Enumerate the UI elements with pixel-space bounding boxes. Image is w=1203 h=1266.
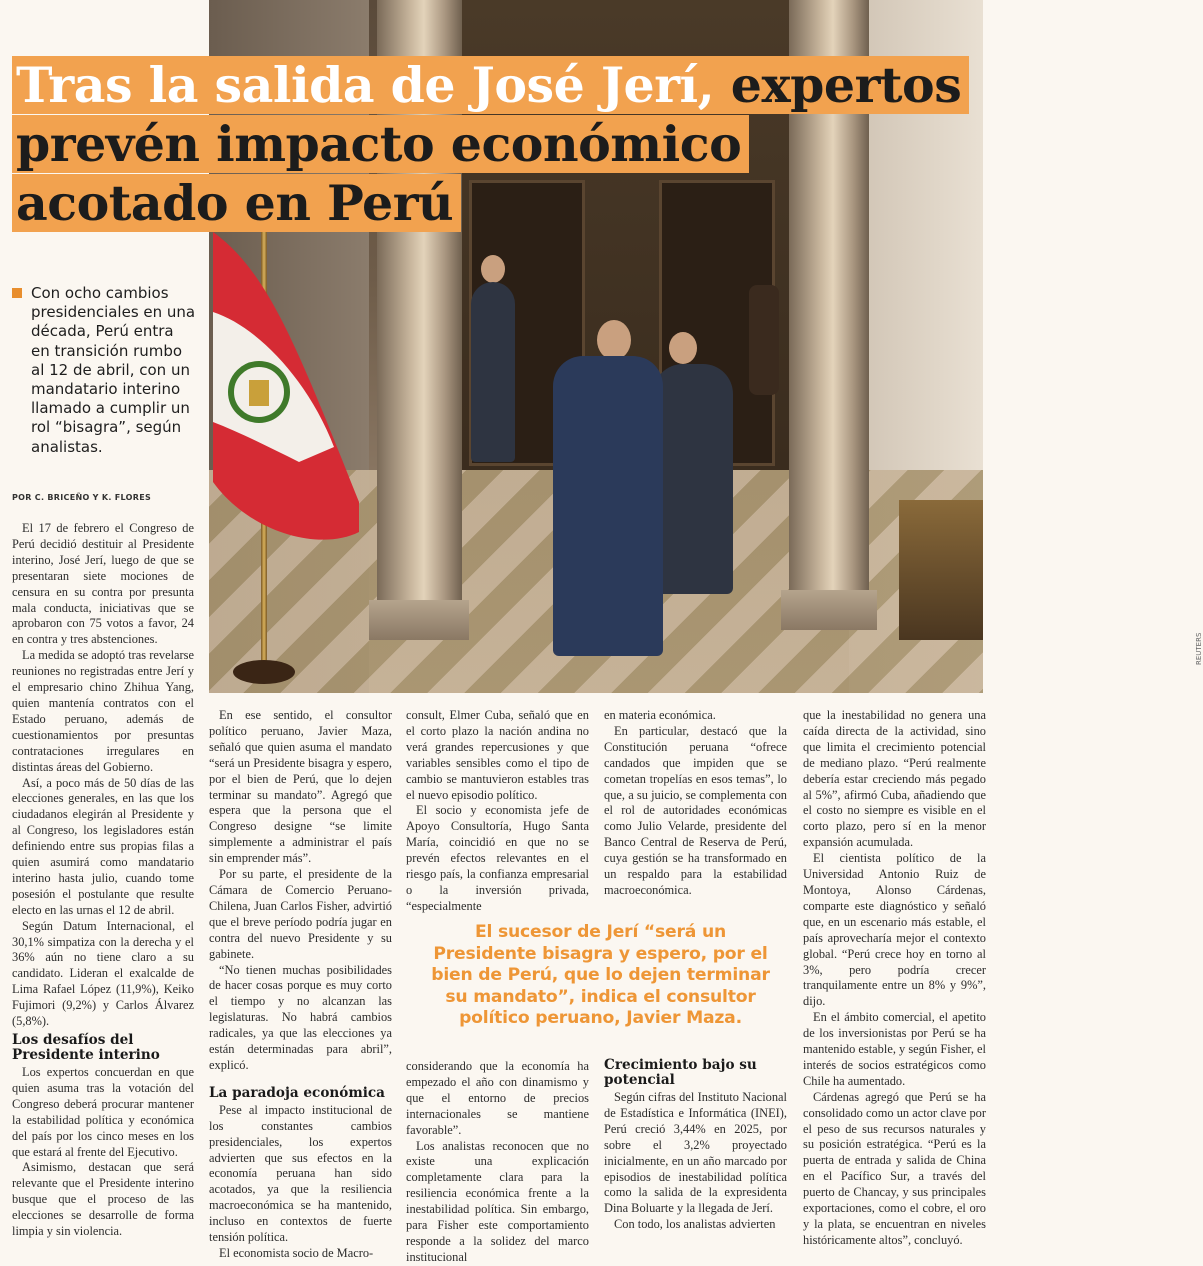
- headline-highlight: Tras la salida de José Jerí,: [16, 56, 715, 114]
- subheading-desafios: Los desafíos del Presidente interino: [12, 1032, 160, 1063]
- paragraph: El cientista político de la Universidad Antonio Ruiz de Montoya, Alonso Cárdenas, comparte este diagnóstico y señaló que, en un escenario más estable, el país aprovecharía mejor el contexto global. “Perú crece hoy en torno al 3%, pero podría crecer tranquilamente entre un 8% y 9%”, dijo.: [803, 851, 986, 1009]
- headline-line3-text: acotado en Perú: [12, 174, 461, 232]
- paragraph: El economista socio de Macro-: [219, 1246, 374, 1260]
- headline-line-1: [12, 56, 969, 114]
- body-column-3-bottom: [406, 1059, 589, 1266]
- square-bullet-icon: [12, 288, 22, 298]
- body-column-3-top: [406, 708, 589, 915]
- paragraph: Así, a poco más de 50 días de las elecciones generales, en las que los ciudadanos elegirán al Presidente y al Congreso, los legisladores están definiendo entre sus propias filas a quien asumirá como mandatario interino hasta julio, cuando tome posesión el postulante que resulte electo en las urnas el 12 de abril.: [12, 775, 194, 917]
- paragraph: Los analistas reconocen que no existe una explicación completamente clara para la resiliencia económica frente a la inestabilidad política. Sin embargo, para Fisher este comportamiento responde a la solidez del marco institucional: [406, 1138, 589, 1264]
- photo-person-front: [553, 356, 663, 656]
- photo-person-front-head: [597, 320, 631, 360]
- headline-line-3: [12, 174, 461, 232]
- paragraph: En particular, destacó que la Constitución peruana “ofrece candados que impiden que se cometan tropelías en esos temas”, lo que, a su juicio, se complementa con el rol de autoridades económicas como Julio Velarde, presidente del Banco Central de Reserva de Perú, cuya gestión se ha transformado en un respaldo para la estabilidad macroeconómica.: [604, 723, 787, 897]
- paragraph: consult, Elmer Cuba, señaló que en el corto plazo la nación andina no verá grandes repercusiones y que variables sensibles como el tipo de cambio se mantuvieron estables tras el nuevo episodio político.: [406, 708, 589, 802]
- photo-person-back-head: [669, 332, 697, 364]
- paragraph: Cárdenas agregó que Perú se ha consolidado como un actor clave por el peso de sus recursos naturales y su posición estratégica. “Perú es la puerta de entrada y salida de China en el Pacífico Sur, a través del puerto de Chancay, y sus principales exportaciones, como el cobre, el oro y la plata, se encuentran en niveles históricamente altos”, concluyó.: [803, 1089, 986, 1247]
- photo-column-right-base: [781, 590, 877, 630]
- paragraph: Asimismo, destacan que será relevante que el Presidente interino busque que el proceso de las elecciones se desarrolle de forma limpia y sin violencia.: [12, 1160, 194, 1239]
- body-column-2: [209, 708, 392, 1262]
- paragraph: “No tienen muchas posibilidades de hacer cosas porque es muy corto el tiempo y no alcanzan las legislaturas. No habrá cambios radicales, ya que las elecciones ya están determinadas para abril”, explicó.: [209, 962, 392, 1072]
- paragraph: En el ámbito comercial, el apetito de los inversionistas por Perú se ha mantenido estable, y según Fisher, el interés de socios estratégicos como Chile ha aumentado.: [803, 1010, 986, 1088]
- photo-person-door-head: [481, 255, 505, 283]
- photo-person-back: [653, 364, 733, 594]
- paragraph: El socio y economista jefe de Apoyo Consultoría, Hugo Santa María, coincidió en que no se prevén efectos relevantes en el riesgo país, la confianza empresarial o la inversión privada, “especialmente: [406, 803, 589, 913]
- body-column-4-top: [604, 708, 787, 899]
- headline-line1-rest: expertos: [730, 56, 962, 114]
- paragraph: La medida se adoptó tras revelarse reuniones no registradas entre Jerí y el empresario chino Zhihua Yang, quien mantenía contratos con el Estado peruano, además de cuestionamientos por presuntas contrataciones irregulares en distintas áreas del Gobierno.: [12, 648, 194, 774]
- photo-person-door: [471, 282, 515, 462]
- paragraph: El 17 de febrero el Congreso de Perú decidió destituir al Presidente interino, José Jerí, luego de que se presentaran siete mociones de censura en su contra por presunta mala conducta, iniciativas que se aprobaron con 75 votos a favor, 24 en contra y tres abstenciones.: [12, 521, 194, 647]
- paragraph: Pese al impacto institucional de los constantes cambios presidenciales, los expertos advierten que sus efectos en la economía peruana han sido acotados, ya que la resiliencia macroeconómica se ha mantenido, incluso en contextos de fuerte tensión política.: [209, 1102, 392, 1245]
- paragraph: En ese sentido, el consultor político peruano, Javier Maza, señaló que quien asuma el mandato “será un Presidente bisagra y espero, por el bien de Perú, que lo dejen terminar su mandato”. Agregó que espera que la persona que el Congreso designe “se limite simplemente a administrar el país sin emprender más”.: [209, 708, 392, 866]
- photo-credit: REUTERS: [1195, 632, 1203, 665]
- peru-flag-icon: [209, 232, 359, 562]
- body-column-4-bottom: [604, 1055, 787, 1233]
- paragraph: que la inestabilidad no genera una caída directa de la actividad, sino que limita el crecimiento potencial de mediano plazo. “Perú realmente debería estar creciendo más pegado al 5%”, afirmó Cuba, añadiendo que el costo no siempre es visible en el corto plazo, pero sí en la menor expansión acumulada.: [803, 708, 986, 850]
- pull-quote: El sucesor de Jerí “será un Presidente bisagra y espero, por el bien de Perú, que lo dejen terminar su mandato”, indica el consultor político peruano, Javier Maza.: [431, 922, 770, 1029]
- subheading-crecimiento: Crecimiento bajo su potencial: [604, 1057, 757, 1088]
- body-column-5: [803, 708, 986, 1249]
- photo-column-left-base: [369, 600, 469, 640]
- body-column-1: [12, 521, 194, 1240]
- photo-statue: [749, 285, 779, 395]
- headline-line-2: [12, 115, 749, 173]
- subheading-paradoja: La paradoja económica: [209, 1084, 385, 1101]
- byline: POR C. BRICEÑO Y K. FLORES: [12, 493, 152, 502]
- photo-flag-base: [233, 660, 295, 684]
- headline-line2-text: prevén impacto económico: [12, 115, 749, 173]
- summary-box: [12, 284, 197, 457]
- paragraph: en materia económica.: [604, 708, 716, 722]
- paragraph: considerando que la economía ha empezado el año con dinamismo y que el entorno de precios internacionales se mantiene favorable”.: [406, 1059, 589, 1137]
- paragraph: Con todo, los analistas advierten: [614, 1217, 776, 1232]
- summary-text: Con ocho cambios presidenciales en una década, Perú entra en transición rumbo al 12 de abril, con un mandatario interino llamado a cumplir un rol “bisagra”, según analistas.: [31, 284, 196, 456]
- photo-side-table: [899, 500, 983, 640]
- paragraph: Según cifras del Instituto Nacional de Estadística e Informática (INEI), Perú creció 3,44% en 2025, por sobre el 3,2% proyectado inicialmente, en un año marcado por episodios de inestabilidad política como la salida de la expresidenta Dina Boluarte y la llegada de Jerí.: [604, 1090, 787, 1216]
- paragraph: Por su parte, el presidente de la Cámara de Comercio Peruano-Chilena, Juan Carlos Fisher, advirtió que el breve período podría jugar en contra del nuevo Presidente y su gabinete.: [209, 867, 392, 961]
- paragraph: Según Datum Internacional, el 30,1% simpatiza con la derecha y el 36% aún no tiene claro a su candidato. Lideran el exalcalde de Lima Rafael López (11,9%), Keiko Fujimori (9,2%) y Carlos Álvarez (5,8%).: [12, 918, 194, 1029]
- paragraph: Los expertos concuerdan en que quien asuma tras la votación del Congreso deberá procurar mantener la estabilidad política y económica del país por los cinco meses en los que estará al frente del Ejecutivo.: [12, 1065, 194, 1159]
